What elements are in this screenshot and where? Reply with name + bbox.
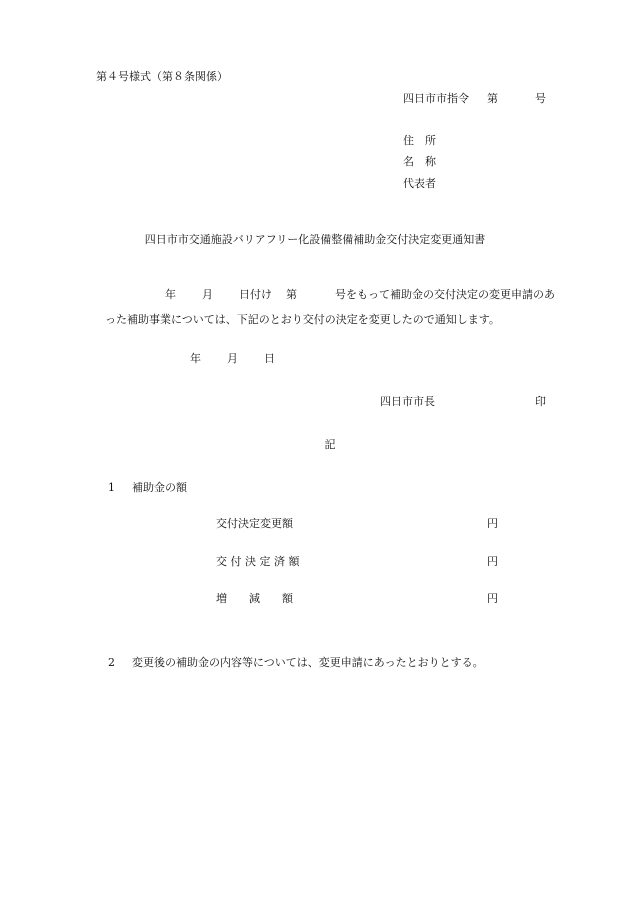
item-1-number: 1 bbox=[108, 481, 115, 494]
issuer-dai: 第 bbox=[487, 92, 498, 105]
seal-mark: 印 bbox=[535, 395, 546, 408]
amount-unit: 円 bbox=[487, 555, 498, 568]
amount-unit: 円 bbox=[487, 592, 498, 605]
item-1-text: 補助金の額 bbox=[132, 481, 187, 494]
amount-label: 交付決定変更額 bbox=[216, 517, 293, 530]
amount-row-changed bbox=[0, 517, 630, 531]
form-label: 第４号様式（第８条関係） bbox=[96, 70, 228, 83]
date-day: 日 bbox=[264, 352, 275, 365]
amount-row-decided bbox=[0, 555, 630, 569]
ki-heading: 記 bbox=[324, 438, 336, 451]
mayor-title: 四日市市長 bbox=[380, 395, 435, 408]
item-2-number: 2 bbox=[108, 656, 115, 669]
name-label: 名 称 bbox=[403, 155, 436, 168]
representative-label: 代表者 bbox=[403, 177, 436, 190]
amount-unit: 円 bbox=[487, 517, 498, 530]
address-label: 住 所 bbox=[403, 134, 436, 147]
body-line1-rest: 号をもって補助金の交付決定の変更申請のあ bbox=[335, 288, 555, 301]
body-year: 年 bbox=[165, 288, 176, 301]
document-title: 四日市市交通施設バリアフリー化設備整備補助金交付決定変更通知書 bbox=[144, 233, 486, 246]
amount-label: 交 付 決 定 済 額 bbox=[216, 555, 300, 568]
body-date-suffix: 日付け bbox=[239, 288, 272, 301]
date-year: 年 bbox=[190, 352, 201, 365]
issuer-office: 四日市市指令 bbox=[403, 92, 469, 105]
amount-label: 増 減 額 bbox=[216, 592, 293, 605]
body-dai: 第 bbox=[286, 288, 297, 301]
body-month: 月 bbox=[202, 288, 213, 301]
date-month: 月 bbox=[227, 352, 238, 365]
amount-row-difference bbox=[0, 592, 630, 606]
body-line-2: った補助事業については、下記のとおり交付の決定を変更したので通知します。 bbox=[105, 313, 500, 326]
issuer-go: 号 bbox=[535, 92, 546, 105]
item-2-text: 変更後の補助金の内容等については、変更申請にあったとおりとする。 bbox=[132, 656, 484, 669]
